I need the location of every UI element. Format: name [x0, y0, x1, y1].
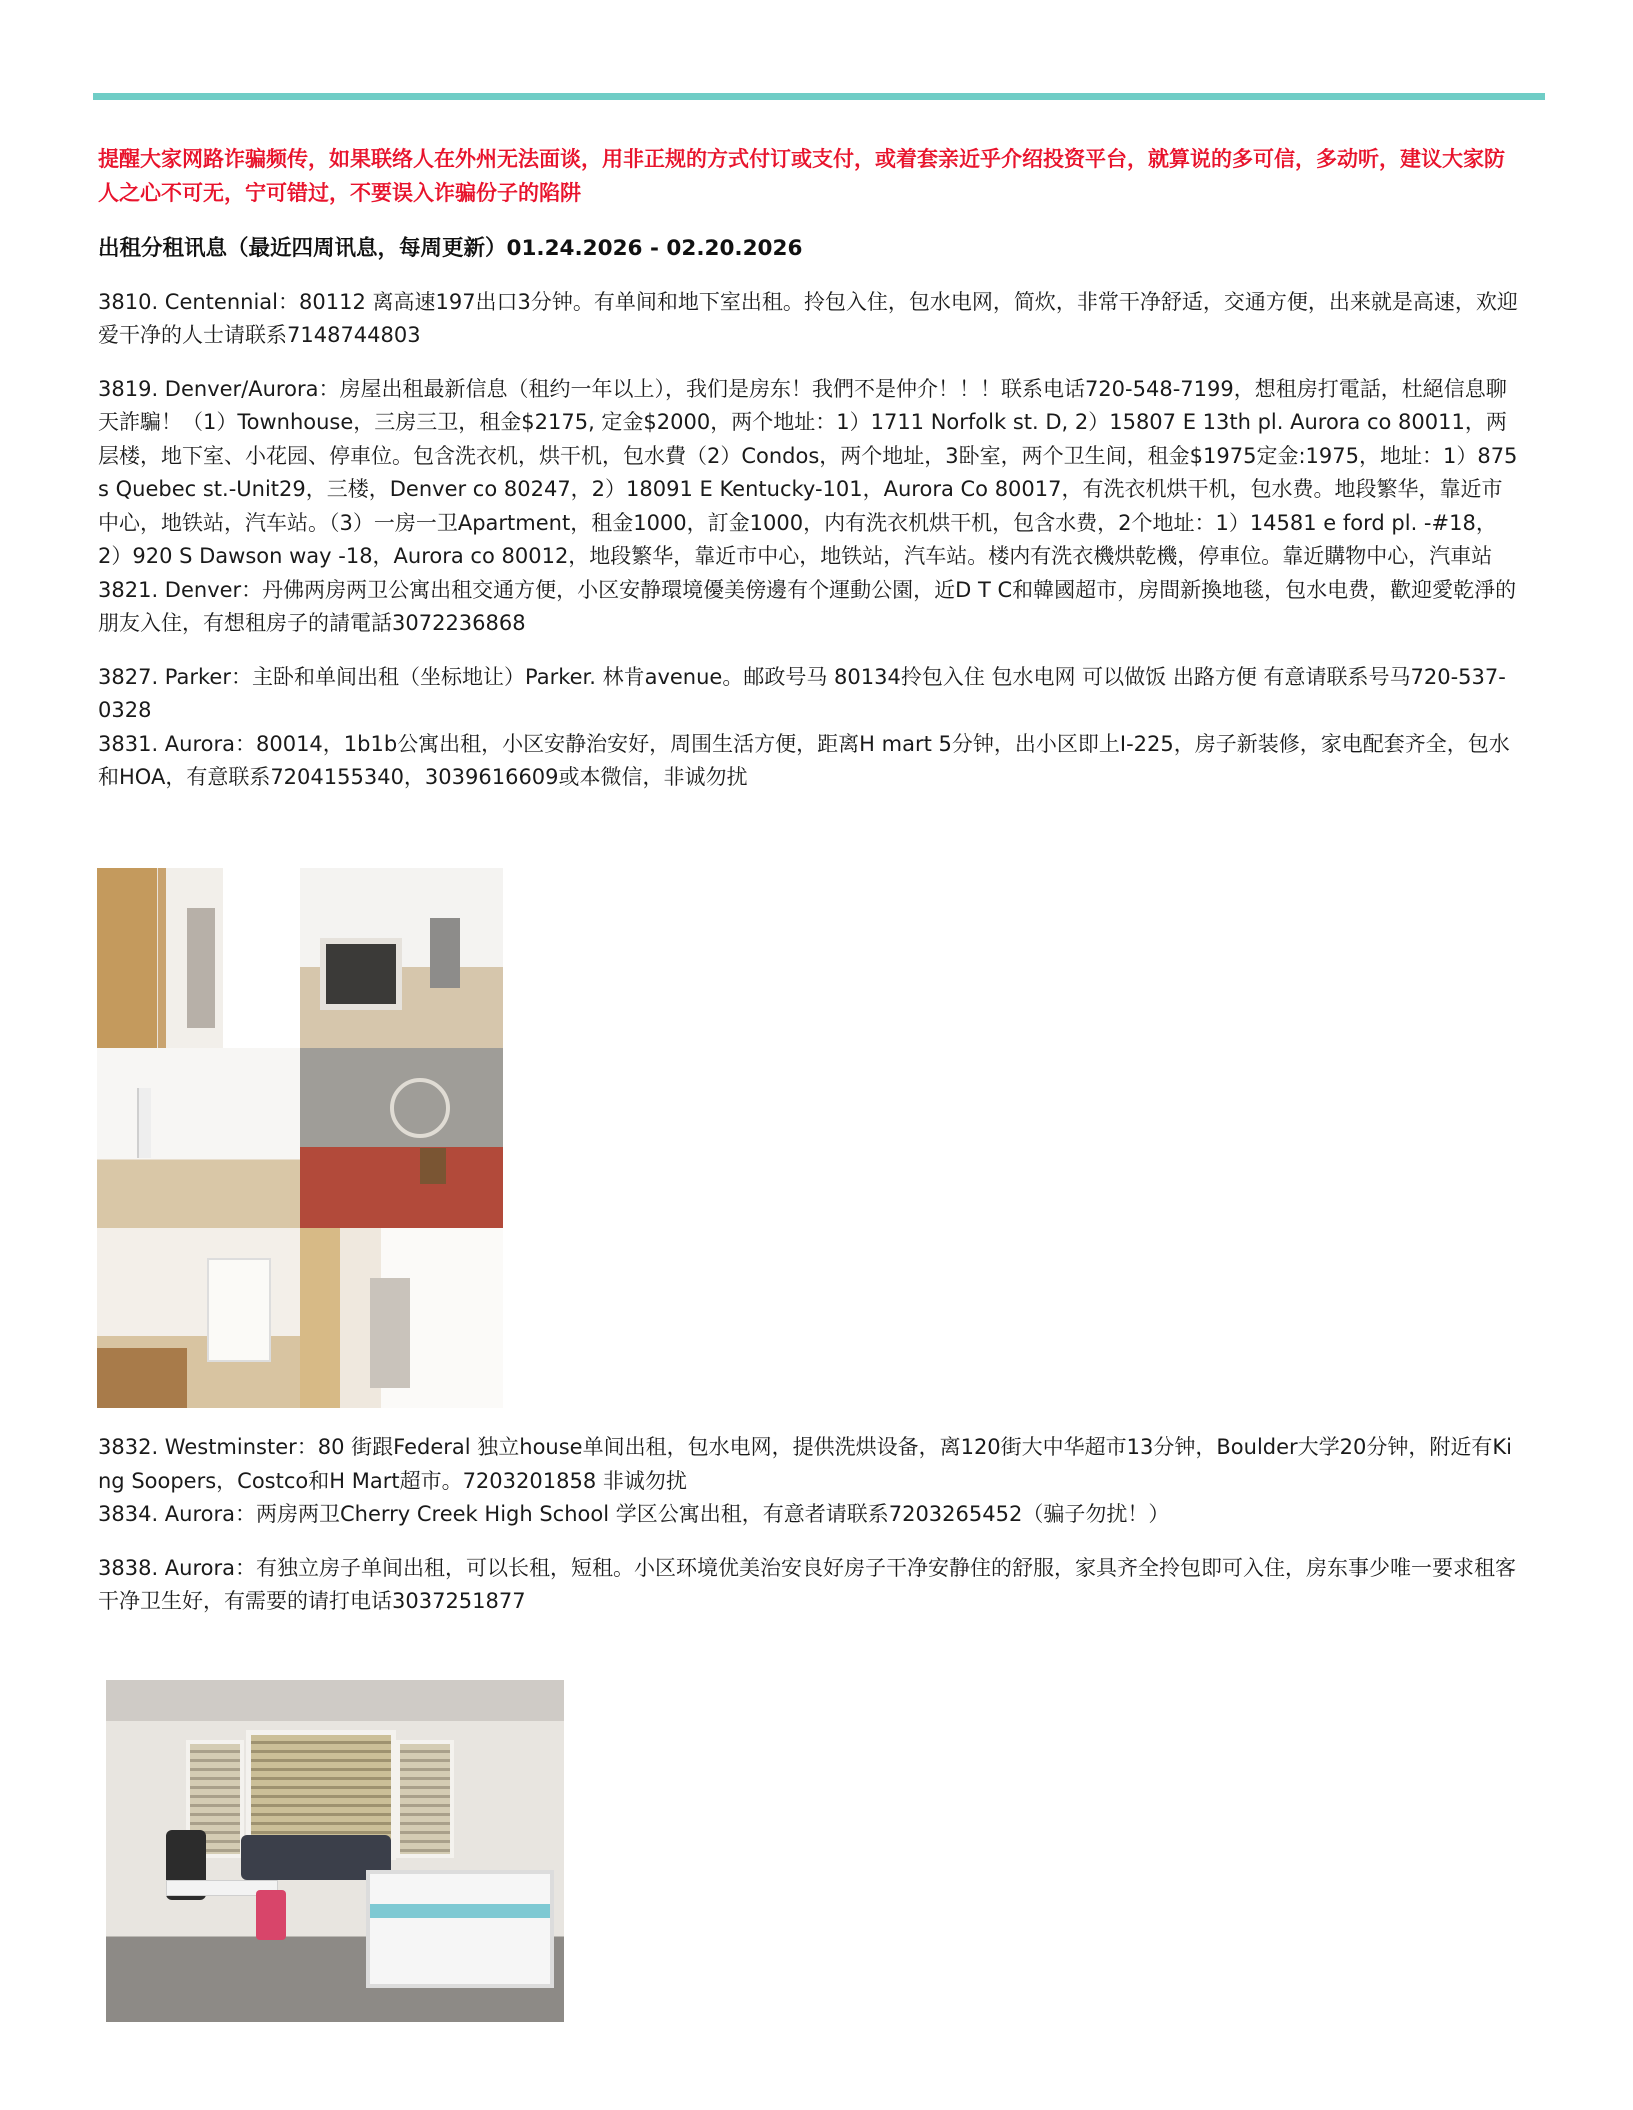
window-blind — [396, 1740, 454, 1858]
bed — [366, 1870, 554, 1988]
listing-3831: 3831. Aurora：80014，1b1b公寓出租，小区安静治安好，周围生活方便，距离H mart 5分钟，出小区即上I-225，房子新装修，家电配套齐全，包水和HOA，有意联系7204155340，3039616609或本微信，非诚勿扰 — [98, 731, 1510, 789]
bedroom-photo-3838 — [106, 1680, 564, 2022]
living-room-photo — [300, 868, 503, 1048]
listing-3838: 3838. Aurora：有独立房子单间出租，可以长租，短租。小区环境优美治安良好房子干净安静住的舒服，家具齐全拎包即可入住，房东事少唯一要求租客干净卫生好，有需要的请打电话3037251877 — [98, 1555, 1516, 1613]
listing-3821: 3821. Denver：丹佛两房两卫公寓出租交通方便，小区安静環境優美傍邊有个運動公園，近D T C和韓國超市，房間新換地毯，包水电费，歡迎愛乾淨的朋友入住，有想租房子的請電話3072236868 — [98, 577, 1517, 635]
bathroom-photo — [300, 1228, 503, 1408]
section-heading: 出租分租讯息（最近四周讯息，每周更新）01.24.2026 - 02.20.2026 — [98, 236, 803, 261]
listing-3819: 3819. Denver/Aurora：房屋出租最新信息（租约一年以上），我们是房东！我們不是仲介！！！联系电话720-548-7199，想租房打電話，杜絕信息聊天詐騙！（1）Townhouse，三房三卫，租金$2175, 定金$2000，两个地址：1）1711 Norfolk st. D, 2）15807 E 13th pl. Aurora co 80011，两层楼，地下室、小花园、停車位。包含洗衣机，烘干机，包水費（2）Condos，两个地址，3卧室，两个卫生间，租金$1975定金:1975，地址：1）875 s Quebec st.-Unit29，三楼，Denver co 80247，2）18091 E Kentucky-101，Aurora Co 80017，有洗衣机烘干机，包水费。地段繁华，靠近市中心，地铁站，汽车站。（3）一房一卫Apartment，租金1000，訂金1000，内有洗衣机烘干机，包含水费，2个地址：1）14581 e ford pl. -#18，2）920 S Dawson way -18，Aurora co 80012，地段繁华，靠近市中心，地铁站，汽车站。楼内有洗衣機烘乾機，停車位。靠近購物中心，汽車站 — [98, 376, 1518, 568]
photo-gallery-3831 — [97, 868, 503, 1408]
top-divider — [93, 93, 1545, 100]
main-content-continued — [98, 1431, 1518, 1639]
listing-3827: 3827. Parker：主卧和单间出租（坐标地让）Parker. 林肯avenue。邮政号马 80134拎包入住 包水电网 可以做饭 出路方便 有意请联系号马720-537-0328 — [98, 664, 1506, 722]
main-content — [98, 142, 1518, 815]
scam-warning: 提醒大家网路诈骗频传，如果联络人在外州无法面谈，用非正规的方式付订或支付，或着套亲近乎介绍投资平台，就算说的多可信，多动听，建议大家防人之心不可无，宁可错过，不要误入诈骗份子的陷阱 — [98, 147, 1505, 205]
pink-chair — [256, 1890, 286, 1940]
listing-3810: 3810. Centennial：80112 离高速197出口3分钟。有单间和地下室出租。拎包入住，包水电网，简炊，非常干净舒适，交通方便，出来就是高速，欢迎爱干净的人士请联系7148744803 — [98, 289, 1518, 347]
kitchen-photo — [97, 868, 300, 1048]
empty-room-photo — [97, 1048, 300, 1228]
listing-3834: 3834. Aurora：两房两卫Cherry Creek High School 学区公寓出租，有意者请联系7203265452（骗子勿扰！） — [98, 1502, 1170, 1526]
listing-3832: 3832. Westminster：80 街跟Federal 独立house单间出租，包水电网，提供洗烘设备，离120街大中华超市13分钟，Boulder大学20分钟，附近有King Soopers，Costco和H Mart超市。7203201858 非诚勿扰 — [98, 1435, 1512, 1493]
bedroom-photo — [97, 1228, 300, 1408]
balcony-photo — [300, 1048, 503, 1228]
